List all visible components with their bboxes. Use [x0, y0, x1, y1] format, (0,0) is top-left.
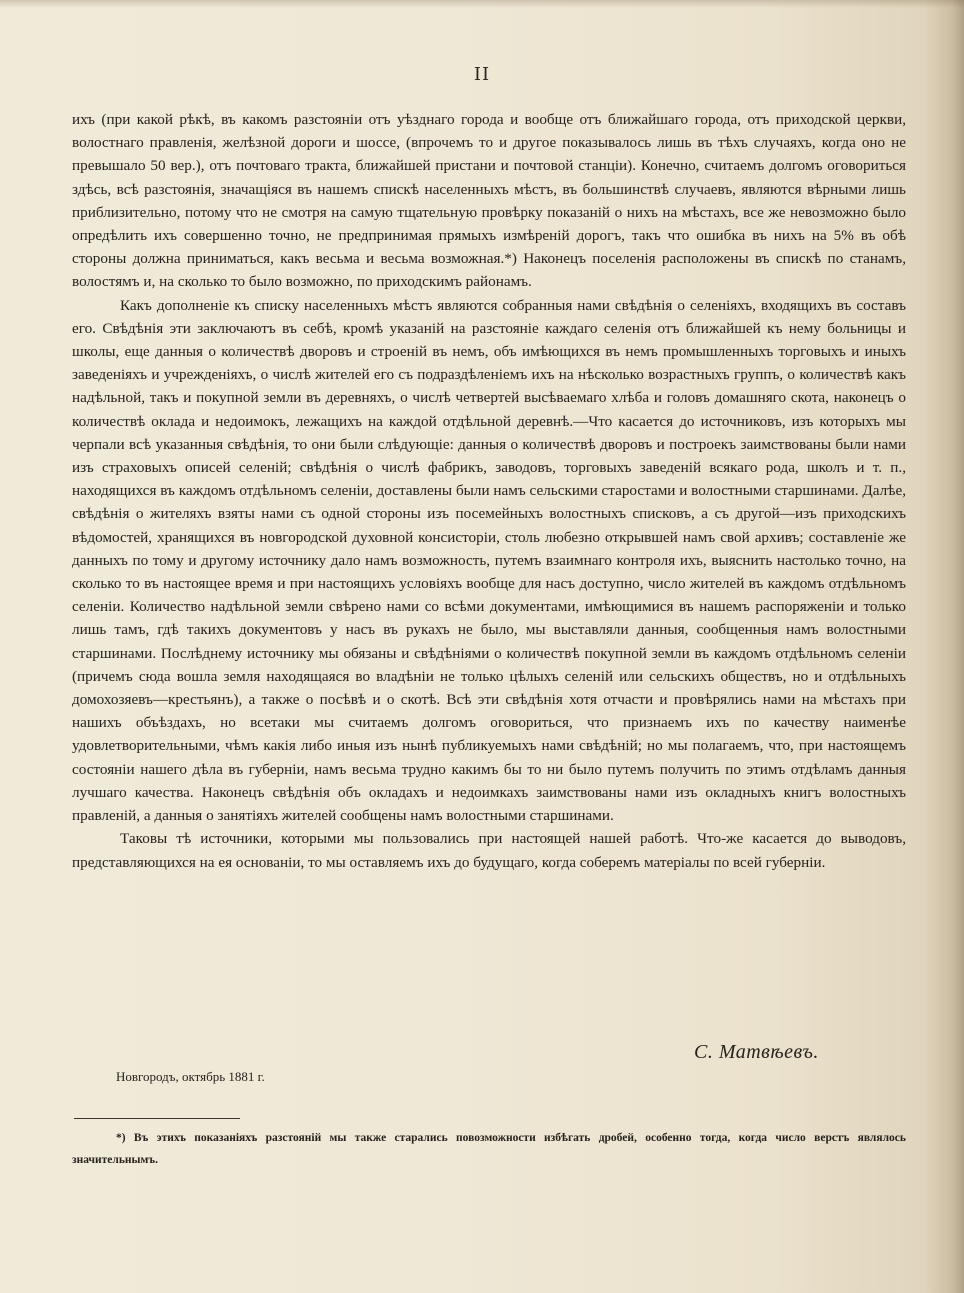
footnote-divider: [74, 1118, 240, 1119]
page-number: II: [473, 64, 491, 85]
place-and-date: Новгородъ, октябрь 1881 г.: [116, 1069, 265, 1084]
author-signature: С. Матвѣевъ.: [694, 1041, 819, 1063]
paragraph-continued: ихъ (при какой рѣкѣ, въ какомъ разстояніи отъ уѣзднаго города и вообще отъ ближайшаго города, отъ приходской церкви, волостнаго правленія, желѣзной дороги и шоссе, (впрочемъ то и другое показывалось лишь въ тѣхъ случаяхъ, когда оно не превышало 50 вер.), отъ почтоваго тракта, ближайшей пристани и почтовой станціи). Конечно, считаемъ долгомъ оговориться здѣсь, всѣ разстоянія, значащіяся въ нашемъ спискѣ населенныхъ мѣстъ, въ большинствѣ случаевъ, являются вѣрными лишь приблизительно, потому что не смотря на самую тщательную провѣрку показаній о нихъ на мѣстахъ, все же невозможно было опредѣлить ихъ совершенно точно, не предпринимая прямыхъ измѣреній дорогъ, такъ что ошибка въ нихъ на 5% въ обѣ стороны должна приниматься, какъ весьма и весьма возможная.*) Наконецъ поселенія расположены въ спискѣ по станамъ, волостямъ и, на сколько то было возможно, по приходскимъ районамъ.: [72, 111, 906, 291]
footnote: *) Въ этихъ показаніяхъ разстояній мы также старались повозможности избѣгать дробей, особенно тогда, когда число верстъ являлось значительнымъ.: [72, 1132, 906, 1166]
paragraph-sources: Какъ дополненіе къ списку населенныхъ мѣстъ являются собранныя нами свѣдѣнія о селеніяхъ, входящихъ въ составъ его. Свѣдѣнія эти заключаютъ въ себѣ, кромѣ указаній на разстояніе каждаго селенія отъ ближайшей къ нему больницы и школы, еще данныя о количествѣ дворовъ и строеній въ немъ, объ имѣющихся въ немъ промышленныхъ торговыхъ и иныхъ заведеніяхъ и учрежденіяхъ, о числѣ жителей его съ подраздѣленіемъ ихъ на нѣсколько возрастныхъ группъ, о количествѣ какъ надѣльной, такъ и покупной земли въ деревняхъ, о числѣ четвертей высѣваемаго хлѣба и головъ домашняго скота, наконецъ о количествѣ оклада и недоимокъ, лежащихъ на каждой отдѣльной деревнѣ.—Что касается до источниковъ, изъ которыхъ мы черпали всѣ указанныя свѣдѣнія, то они были слѣдующіе: данныя о количествѣ дворовъ и построекъ заимствованы были нами изъ страховыхъ описей селеній; свѣдѣнія о числѣ фабрикъ, заводовъ, торговыхъ заведеній всякаго рода, школъ и т. п., находящихся въ каждомъ отдѣльномъ селеніи, доставлены были намъ сельскими старостами и волостными старшинами. Далѣе, свѣдѣнія о жителяхъ взяты нами съ одной стороны изъ посемейныхъ волостныхъ списковъ, а съ другой—изъ приходскихъ вѣдомостей, хранящихся въ новгородской духовной консисторіи, столь любезно открывшей намъ свой архивъ; составленіе же данныхъ по тому и другому источнику дало намъ возможность, путемъ взаимнаго контроля ихъ, выяснить настолько точно, на сколько то въ настоящее время и при настоящихъ условіяхъ вообще для насъ доступно, число жителей въ каждомъ отдѣльномъ селеніи. Количество надѣльной земли свѣрено нами со всѣми документами, имѣющимися въ нашемъ распоряженіи и только лишь тамъ, гдѣ такихъ документовъ у насъ въ рукахъ не было, мы выставляли данныя, сообщенныя намъ волостными старшинами. Послѣднему источнику мы обязаны и свѣдѣніями о количествѣ покупной земли въ каждомъ отдѣльномъ селеніи (причемъ сюда вошла земля находящаяся во владѣніи не только цѣлыхъ селеній или сельскихъ обществъ, но и отдѣльныхъ домохозяевъ—крестьянъ), а также о посѣвѣ и о скотѣ. Всѣ эти свѣдѣнія хотя отчасти и провѣрялись нами на мѣстахъ при нашихъ объѣздахъ, но всетаки мы считаемъ долгомъ оговориться, что признаемъ ихъ по качеству наименѣе удовлетворительными, чѣмъ какія либо иныя изъ нынѣ публикуемыхъ нами свѣдѣній; но мы полагаемъ, что, при настоящемъ состояніи нашего дѣла въ губерніи, намъ весьма трудно какимъ бы то ни было путемъ получить по этимъ отдѣламъ данныя лучшаго качества. Наконецъ свѣдѣнія объ окладахъ и недоимкахъ заимствованы нами изъ окладныхъ книгъ волостныхъ правленій, а данныя о занятіяхъ жителей сообщены намъ волостными старшинами.: [72, 296, 906, 825]
page-binding-shadow: [924, 0, 964, 1293]
page-top-edge: [0, 0, 964, 8]
paragraph-conclusion: Таковы тѣ источники, которыми мы пользовались при настоящей нашей работѣ. Что-же касается до выводовъ, представляющихся на ея основаніи, то мы оставляемъ ихъ до будущаго, когда соберемъ матеріалы по всей губерніи.: [72, 830, 906, 871]
body-text: [72, 108, 906, 874]
